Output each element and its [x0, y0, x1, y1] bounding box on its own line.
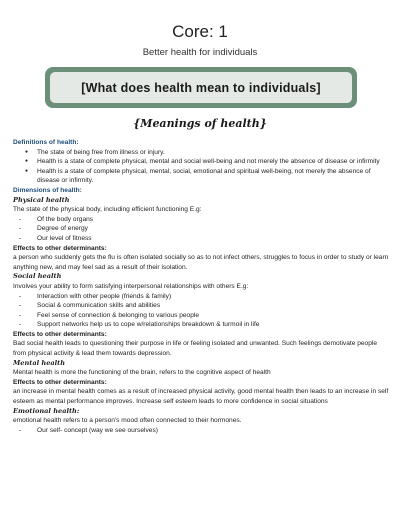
list-item: - Of the body organs: [13, 215, 391, 225]
mental-health-text: Mental health is more the functioning of the brain, refers to the cognitive aspect of health: [13, 369, 271, 377]
emotional-health-list: [13, 426, 391, 436]
mental-effects-heading: Effects to other determinants:: [13, 378, 107, 386]
emotional-health-text: emotional health refers to a person's mood often connected to their hormones.: [13, 417, 242, 425]
notes-content: [13, 138, 391, 435]
topic-banner: [45, 67, 357, 108]
dimensions-heading: Dimensions of health:: [13, 186, 82, 194]
physical-health-text: The state of the physical body, including efficient functioning E.g:: [13, 206, 202, 214]
definition-item: ● Health is a state of complete physical, mental and social well-being and not merely the absence of disease or infirmity: [13, 157, 391, 167]
list-item: - Feel sense of connection & belonging to various people: [13, 311, 391, 321]
emotional-health-title: Emotional health:: [13, 406, 80, 415]
list-item: - Our level of fitness: [13, 234, 391, 244]
topic-banner-text: [What does health mean to individuals]: [50, 72, 352, 103]
definitions-list: [13, 148, 391, 186]
mental-effects-text: an increase in mental health comes as a result of increased physical activity, good mental health then leads to an increase in self esteem as mental performance improves. Increase self esteem leads to more confidence in social situations: [13, 388, 389, 406]
physical-health-title: Physical health: [13, 195, 70, 204]
list-item: - Degree of energy: [13, 224, 391, 234]
list-item: - Social & communication skills and abilities: [13, 301, 391, 311]
page-subtitle: Better health for individuals: [142, 47, 258, 58]
social-health-list: [13, 292, 391, 330]
definitions-heading: Definitions of health:: [13, 139, 79, 146]
definition-item: ● Health is a state of complete physical, mental, social, emotional and spiritual well-being, not merely the absence of disease or infirmity.: [13, 167, 391, 186]
physical-effects-heading: Effects to other determinants:: [13, 244, 107, 252]
physical-health-list: [13, 215, 391, 244]
definition-item: ● The state of being free from illness or injury.: [13, 148, 391, 158]
list-item: - Our self- concept (way we see ourselves): [13, 426, 391, 436]
social-health-text: Involves your ability to form satisfying interpersonal relationships with others E.g:: [13, 282, 249, 290]
section-heading: {Meanings of health}: [133, 117, 267, 130]
physical-effects-text: a person who suddenly gets the flu is often isolated socially so as to not infect others, struggles to focus in order to study or learn anything new, and may feel sad as a result of their isolation.: [13, 254, 389, 271]
list-item: - Support networks help us to cope w/relationships breakdown & turmoil in life: [13, 320, 391, 330]
list-item: - Interaction with other people (friends & family): [13, 292, 391, 302]
page-title: Core: 1: [172, 22, 228, 41]
mental-health-title: Mental health: [13, 358, 66, 367]
social-effects-heading: Effects to other determinants:: [13, 330, 107, 338]
social-effects-text: Bad social health leads to questioning their purpose in life or feeling isolated and unwanted. Such feelings demotivate people from physical activity & lead them towards depression.: [13, 340, 377, 358]
social-health-title: Social health: [13, 272, 62, 281]
